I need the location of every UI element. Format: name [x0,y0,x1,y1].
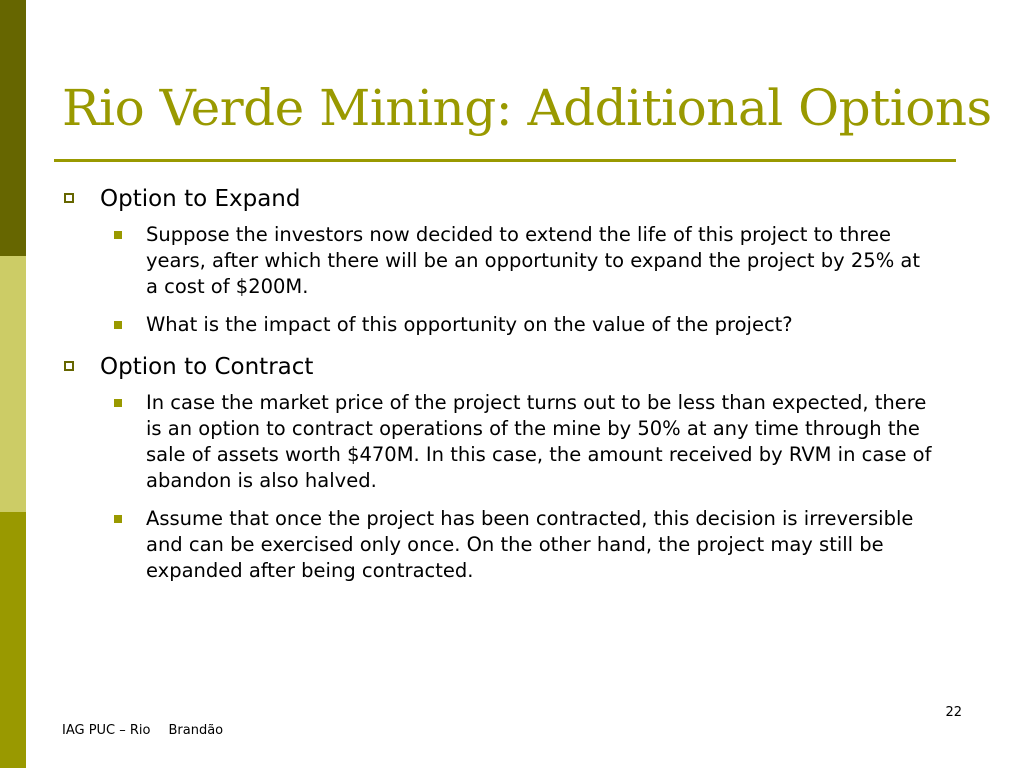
side-bar-top [0,0,26,256]
bullet-item [62,390,936,494]
filled-square-bullet-icon [114,399,122,407]
bullet-item [62,312,936,338]
slide-content [62,184,942,598]
section-heading: Option to Contract [100,354,314,380]
bullet-text: Suppose the investors now decided to extend the life of this project to three years, after which there will be an opportunity to expand the project by 25% at a cost of $200M. [146,223,921,298]
slide-title: Rio Verde Mining: Additional Options [62,79,992,137]
filled-square-bullet-icon [114,231,122,239]
filled-square-bullet-icon [114,515,122,523]
title-underline [54,159,956,162]
bullet-item [62,506,936,584]
bullet-item [62,222,936,300]
bullet-text: In case the market price of the project turns out to be less than expected, there is an option to contract operations of the mine by 50% at any time through the sale of assets worth $470M. In this case, the amount received by RVM in case of abandon is also halved. [146,391,932,492]
footer [62,723,223,738]
hollow-square-bullet-icon [64,193,74,203]
section-option-to-contract [62,352,942,382]
side-bar-bottom [0,512,26,768]
filled-square-bullet-icon [114,321,122,329]
page-number: 22 [945,705,962,720]
section-bullets [62,390,942,584]
section-bullets [62,222,942,338]
section-option-to-expand [62,184,942,214]
side-bar-middle [0,256,26,512]
section-heading: Option to Expand [100,186,301,212]
hollow-square-bullet-icon [64,361,74,371]
footer-institution: IAG PUC – Rio [62,723,151,738]
bullet-text: What is the impact of this opportunity on the value of the project? [146,313,793,336]
footer-author: Brandão [168,723,224,738]
bullet-text: Assume that once the project has been contracted, this decision is irreversible and can be exercised only once. On the other hand, the project may still be expanded after being contracted. [146,507,914,582]
